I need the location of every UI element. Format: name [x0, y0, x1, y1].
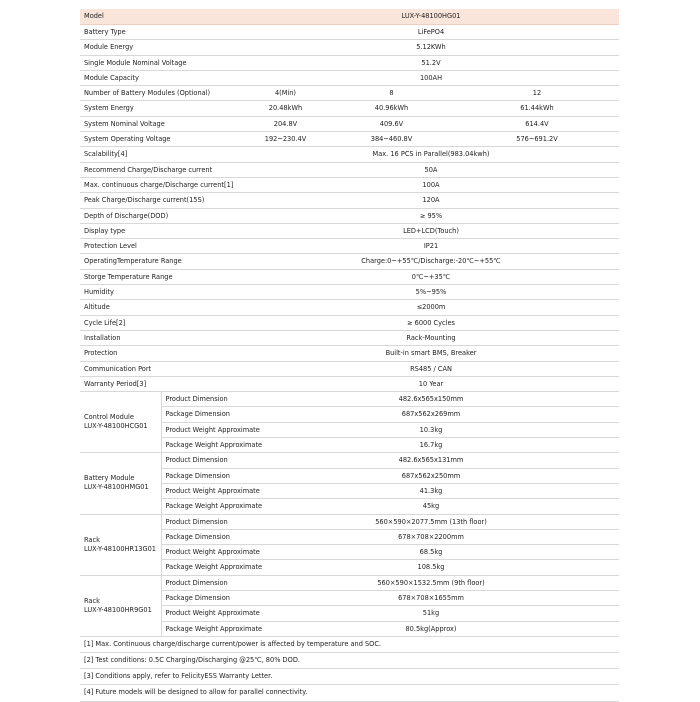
table-row [80, 70, 619, 85]
spec-label: Product Dimension [161, 575, 243, 590]
footnotes [80, 637, 619, 702]
spec-label: Module Capacity [80, 70, 243, 85]
spec-label: Product Weight Approximate [161, 483, 243, 498]
spec-value: 68.5kg [243, 545, 619, 560]
table-row [80, 376, 619, 391]
spec-label: System Nominal Voltage [80, 116, 243, 131]
spec-value: 560×590×2077.5mm (13th floor) [243, 514, 619, 529]
spec-label: System Energy [80, 101, 243, 116]
spec-option-value: 192~230.4V [243, 132, 328, 147]
spec-option-value: 61.44kWh [455, 101, 619, 116]
table-row [80, 529, 619, 544]
table-row [80, 315, 619, 330]
spec-value: 10.3kg [243, 422, 619, 437]
table-row [80, 590, 619, 605]
table-row [80, 483, 619, 498]
spec-value: ≥ 95% [243, 208, 619, 223]
spec-option-value: 40.96kWh [328, 101, 455, 116]
table-row [80, 575, 619, 590]
spec-label: System Operating Voltage [80, 132, 243, 147]
spec-value: Rack-Mounting [243, 330, 619, 345]
spec-sheet [80, 9, 619, 702]
table-row [80, 468, 619, 483]
spec-option-value: 12 [455, 86, 619, 101]
spec-value: LiFePO4 [243, 25, 619, 40]
table-row [80, 40, 619, 55]
table-row [80, 25, 619, 40]
group-name [80, 514, 161, 575]
table-row [80, 116, 619, 131]
header-model-value: LUX-Y-48100HG01 [243, 9, 619, 25]
spec-label: Number of Battery Modules (Optional) [80, 86, 243, 101]
table-row [80, 132, 619, 147]
footnote: [3] Conditions apply, refer to FelicityESS Warranty Letter. [80, 669, 619, 685]
spec-label: Installation [80, 330, 243, 345]
spec-value: 5.12KWh [243, 40, 619, 55]
table-row [80, 499, 619, 514]
table-row [80, 330, 619, 345]
spec-value: LED+LCD(Touch) [243, 223, 619, 238]
spec-value: 80.5kg(Approx) [243, 621, 619, 636]
group-model: LUX-Y-48100HCG01 [84, 422, 148, 431]
spec-label: OperatingTemperature Range [80, 254, 243, 269]
table-row [80, 101, 619, 116]
table-row [80, 300, 619, 315]
header-label: Model [80, 9, 243, 25]
table-row [80, 621, 619, 636]
spec-label: Battery Type [80, 25, 243, 40]
spec-value: 51kg [243, 606, 619, 621]
spec-label: Max. continuous charge/Discharge current[1] [80, 177, 243, 192]
table-row [80, 193, 619, 208]
spec-label: Product Weight Approximate [161, 606, 243, 621]
table-row [80, 208, 619, 223]
spec-label: Package Dimension [161, 529, 243, 544]
spec-value: 482.6x565x131mm [243, 453, 619, 468]
spec-label: Package Weight Approximate [161, 438, 243, 453]
spec-option-value: 204.8V [243, 116, 328, 131]
spec-label: Product Dimension [161, 392, 243, 407]
spec-label: Warranty Period[3] [80, 376, 243, 391]
group-title: Rack [84, 596, 100, 605]
table-row [80, 254, 619, 269]
spec-value: 5%~95% [243, 285, 619, 300]
spec-label: Package Weight Approximate [161, 621, 243, 636]
table-row [80, 422, 619, 437]
table-row [80, 545, 619, 560]
spec-value: 678×708×2200mm [243, 529, 619, 544]
spec-label: Display type [80, 223, 243, 238]
spec-option-value: 20.48kWh [243, 101, 328, 116]
spec-value: 16.7kg [243, 438, 619, 453]
spec-option-value: 576~691.2V [455, 132, 619, 147]
spec-value: Charge:0~+55℃/Discharge:-20℃~+55℃ [243, 254, 619, 269]
spec-label: Communication Port [80, 361, 243, 376]
spec-value: 41.3kg [243, 483, 619, 498]
table-row [80, 147, 619, 162]
spec-label: Package Dimension [161, 407, 243, 422]
footnote: [4] Future models will be designed to allow for parallel connectivity. [80, 685, 619, 701]
spec-value: 50A [243, 162, 619, 177]
table-row [80, 453, 619, 468]
group-title: Rack [84, 535, 100, 544]
spec-label: Package Dimension [161, 590, 243, 605]
spec-label: Cycle Life[2] [80, 315, 243, 330]
spec-label: Humidity [80, 285, 243, 300]
group-model: LUX-Y-48100HR13G01 [84, 544, 156, 553]
table-row [80, 514, 619, 529]
spec-value: 0℃~+35℃ [243, 269, 619, 284]
spec-option-value: 4(Min) [243, 86, 328, 101]
spec-value: IP21 [243, 239, 619, 254]
spec-value: 10 Year [243, 376, 619, 391]
table-row [80, 177, 619, 192]
spec-option-value: 409.6V [328, 116, 455, 131]
spec-label: Product Dimension [161, 514, 243, 529]
group-model: LUX-Y-48100HMG01 [84, 483, 149, 492]
footnote: [1] Max. Continuous charge/discharge current/power is affected by temperature and SOC. [80, 637, 619, 653]
spec-value: ≥ 6000 Cycles [243, 315, 619, 330]
spec-label: Package Weight Approximate [161, 499, 243, 514]
spec-label: Product Weight Approximate [161, 422, 243, 437]
table-row [80, 346, 619, 361]
spec-value: 45kg [243, 499, 619, 514]
spec-label: Product Dimension [161, 453, 243, 468]
spec-value: 560×590×1532.5mm (9th floor) [243, 575, 619, 590]
spec-label: Storge Temperature Range [80, 269, 243, 284]
spec-label: Depth of Discharge(DOD) [80, 208, 243, 223]
spec-value: 100AH [243, 70, 619, 85]
group-title: Control Module [84, 413, 134, 422]
spec-value: 108.5kg [243, 560, 619, 575]
table-row [80, 239, 619, 254]
spec-value: 687x562x269mm [243, 407, 619, 422]
spec-label: Product Weight Approximate [161, 545, 243, 560]
spec-label: Recommend Charge/Discharge current [80, 162, 243, 177]
spec-value: 482.6x565x150mm [243, 392, 619, 407]
table-row [80, 560, 619, 575]
spec-label: Protection [80, 346, 243, 361]
table-row [80, 407, 619, 422]
spec-label: Scalability[4] [80, 147, 243, 162]
table-row [80, 162, 619, 177]
group-title: Battery Module [84, 474, 135, 483]
group-name [80, 392, 161, 453]
table-row [80, 606, 619, 621]
spec-value: RS485 / CAN [243, 361, 619, 376]
spec-label: Module Energy [80, 40, 243, 55]
spec-value: 120A [243, 193, 619, 208]
table-row [80, 361, 619, 376]
spec-option-value: 384~460.8V [328, 132, 455, 147]
spec-value: 100A [243, 177, 619, 192]
table-row [80, 392, 619, 407]
table-row [80, 223, 619, 238]
table-header-row [80, 9, 619, 25]
spec-value: 687x562x250mm [243, 468, 619, 483]
table-row [80, 55, 619, 70]
table-row [80, 86, 619, 101]
spec-label: Package Dimension [161, 468, 243, 483]
spec-value: Max. 16 PCS in Parallel(983.04kwh) [243, 147, 619, 162]
table-row [80, 285, 619, 300]
footnote: [2] Test conditions: 0.5C Charging/Discharging @25℃, 80% DOD. [80, 653, 619, 669]
group-name [80, 453, 161, 514]
spec-option-value: 8 [328, 86, 455, 101]
spec-value: 678×708×1655mm [243, 590, 619, 605]
table-row [80, 269, 619, 284]
spec-option-value: 614.4V [455, 116, 619, 131]
spec-label: Package Weight Approximate [161, 560, 243, 575]
spec-label: Peak Charge/Discharge current(15S) [80, 193, 243, 208]
spec-value: Built-in smart BMS, Breaker [243, 346, 619, 361]
group-model: LUX-Y-48100HR9G01 [84, 605, 152, 614]
spec-value: ≤2000m [243, 300, 619, 315]
spec-table [80, 9, 619, 637]
spec-label: Single Module Nominal Voltage [80, 55, 243, 70]
spec-label: Protection Level [80, 239, 243, 254]
spec-label: Altitude [80, 300, 243, 315]
table-row [80, 438, 619, 453]
spec-value: 51.2V [243, 55, 619, 70]
group-name [80, 575, 161, 636]
